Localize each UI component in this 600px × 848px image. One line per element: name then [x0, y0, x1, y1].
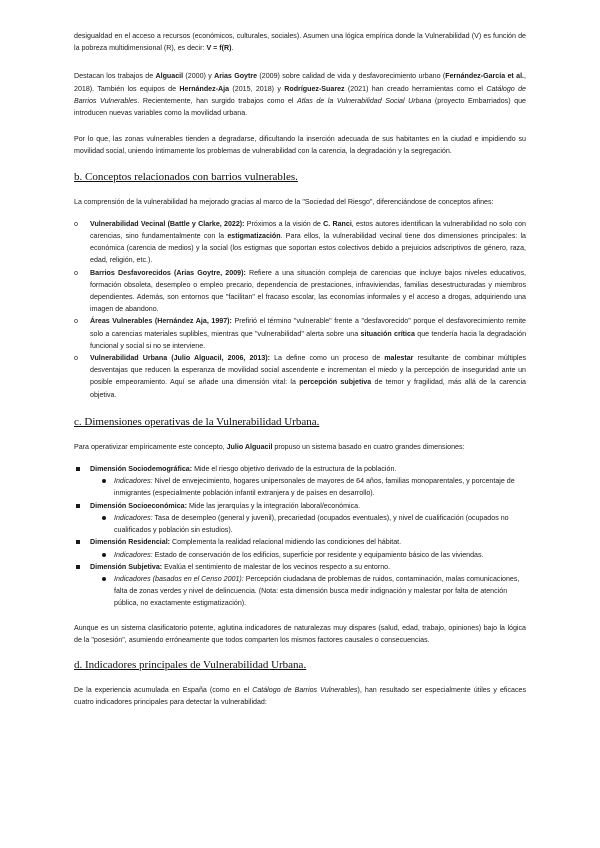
- section-c-heading: c. Dimensiones operativas de la Vulnerabilidad Urbana.: [74, 415, 320, 428]
- list-item: Dimensión Socioeconómica: Mide las jerarquías y la integración laboral/económica. Indicadores: Tasa de desempleo (general y juvenil), precariedad (ocupados eventuales), y nivel de cualificación (ocupados no cualificados y población sin estudios).: [74, 500, 526, 537]
- list-item: Indicadores (basados en el Censo 2001): Percepción ciudadana de problemas de ruidos, contaminación, malas comunicaciones, falta de zonas verdes y nivel de delincuencia. (Nota: esta dimensión busca medir indignación y malestar por falta de atención pública, no exactamente estigmatización).: [90, 573, 526, 610]
- list-item: Indicadores: Nivel de envejecimiento, hogares unipersonales de mayores de 64 años, familias monoparentales, y porcentaje de inmigrantes (especialmente población infantil extranjera y de países en desarrollo).: [90, 475, 526, 499]
- list-item: o Vulnerabilidad Vecinal (Battle y Clarke, 2022): Próximos a la visión de C. Ranci, estos autores identifican la vulnerabilidad no solo con carencias, sino fundamentalmente con la estigmatización. Para ellos, la vulnerabilidad vecinal tiene dos dimensiones principales: la económica (carencia de medios) y la social (los estigmas que soportan estos colectivos debido a prejuicios adscriptivos de género, raza, edad, religión, etc.).: [74, 219, 526, 265]
- degradation-paragraph: Por lo que, las zonas vulnerables tienden a degradarse, dificultando la inserción adecuada de sus habitantes en la ciudad e impidiendo su movilidad social, uniendo íntimamente los problemas de vulnerabilidad con la carencia, la degradación y la segregación.: [74, 135, 526, 156]
- list-item: Dimensión Sociodemográfica: Mide el riesgo objetivo derivado de la estructura de la población. Indicadores: Nivel de envejecimiento, hogares unipersonales de mayores de 64 años, familias monoparentales, y porcentaje de inmigrantes (especialmente población infantil extranjera y de países en desarrollo).: [74, 463, 526, 500]
- circle-bullet-icon: o: [74, 268, 78, 277]
- section-c-intro: Para operativizar empíricamente este concepto, Julio Alguacil propuso un sistema basado en cuatro grandes dimensiones:: [74, 442, 465, 451]
- section-d-intro: De la experiencia acumulada en España (como en el Catálogo de Barrios Vulnerables), han resultado ser especialmente útiles y eficaces cuatro indicadores principales para detectar la vulnerabilidad:: [74, 685, 526, 707]
- square-bullet-icon: [76, 565, 80, 569]
- dot-bullet-icon: [102, 577, 106, 581]
- concepts-list: [74, 218, 526, 401]
- dot-bullet-icon: [102, 479, 106, 483]
- list-item: o Barrios Desfavorecidos (Arias Goytre, 2009): Refiere a una situación compleja de carencias que incluye bajos niveles educativos, formación obsoleta, desempleo o empleo precario, dependencia de prestaciones, infraviviendas, familias desestructuradas y miembros dependientes. Además, son entornos que "facilitan" el fracaso escolar, las economías informales y el acceso a drogas, adquiriendo una imagen de abandono.: [74, 268, 526, 314]
- square-bullet-icon: [76, 467, 80, 471]
- list-item: o Vulnerabilidad Urbana (Julio Alguacil, 2006, 2013): La define como un proceso de malestar resultante de combinar múltiples desventajas que reducen la esperanza de movilidad social ascendente e incrementan el miedo y la percepción de inseguridad ante un posible empeoramiento. Aquí se añade una dimensión vital: la percepción subjetiva de temor y fragilidad, más allá de la carencia objetiva.: [74, 354, 527, 399]
- section-b-intro: La comprensión de la vulnerabilidad ha mejorado gracias al marco de la "Sociedad del Riesgo", diferenciándose de conceptos afines:: [74, 197, 494, 206]
- circle-bullet-icon: o: [74, 219, 78, 228]
- intro-paragraph: desigualdad en el acceso a recursos (económicos, culturales, sociales). Asumen una lógica empírica donde la Vulnerabilidad (V) es función de la pobreza multidimensional (R), es decir: V = f(R).: [74, 32, 526, 53]
- circle-bullet-icon: o: [74, 317, 78, 326]
- square-bullet-icon: [76, 540, 80, 544]
- authors-paragraph: Destacan los trabajos de Alguacil (2000) y Arias Goytre (2009) sobre calidad de vida y desfavorecimiento urbano (Fernández-García et al., 2018). También los equipos de Hernández-Aja (2015, 2018) y Rodríguez-Suarez (2021) han creado herramientas como el Catálogo de Barrios Vulnerables. Recientemente, han surgido trabajos como el Atlas de la Vulnerabilidad Social Urbana (proyecto Embarriados) que introducen nuevas variables como la movilidad urbana.: [74, 72, 526, 118]
- list-item: o Áreas Vulnerables (Hernández Aja, 1997): Prefirió el término "vulnerable" frente a "desfavorecido" porque el desfavorecimiento remite solo a carencias materiales suplibles, mientras que "vulnerabilidad" alerta sobre una situación crítica que tendería hacia la degradación funcional y social si no se interviene.: [74, 317, 527, 350]
- section-c-closing: Aunque es un sistema clasificatorio potente, aglutina indicadores de naturalezas muy dispares (salud, edad, trabajo, opiniones) bajo la lógica de la "posesión", asumiendo erróneamente que todos comparten los mismos factores causales o consecuencias.: [74, 623, 526, 644]
- circle-bullet-icon: o: [74, 354, 78, 363]
- dot-bullet-icon: [102, 516, 106, 520]
- dot-bullet-icon: [102, 553, 106, 557]
- square-bullet-icon: [76, 504, 80, 508]
- dimensions-list: [74, 463, 526, 609]
- list-item: Dimensión Residencial: Complementa la realidad relacional midiendo las condiciones del hábitat. Indicadores: Estado de conservación de los edificios, superficie por residente y equipamiento básico de las viviendas.: [74, 536, 526, 560]
- list-item: Dimensión Subjetiva: Evalúa el sentimiento de malestar de los vecinos respecto a su entorno. Indicadores (basados en el Censo 2001): Percepción ciudadana de problemas de ruidos, contaminación, malas comunicaciones, falta de zonas verdes y nivel de delincuencia. (Nota: esta dimensión busca medir indignación y malestar por falta de atención pública, no exactamente estigmatización).: [74, 561, 526, 610]
- formula: V = f(R): [206, 44, 232, 53]
- list-item: Indicadores: Estado de conservación de los edificios, superficie por residente y equipamiento básico de las viviendas.: [90, 549, 526, 561]
- list-item: Indicadores: Tasa de desempleo (general y juvenil), precariedad (ocupados eventuales), y nivel de cualificación (ocupados no cualificados y población sin estudios).: [90, 512, 526, 536]
- section-b-heading: b. Conceptos relacionados con barrios vulnerables.: [74, 170, 298, 183]
- section-d-heading: d. Indicadores principales de Vulnerabilidad Urbana.: [74, 658, 307, 671]
